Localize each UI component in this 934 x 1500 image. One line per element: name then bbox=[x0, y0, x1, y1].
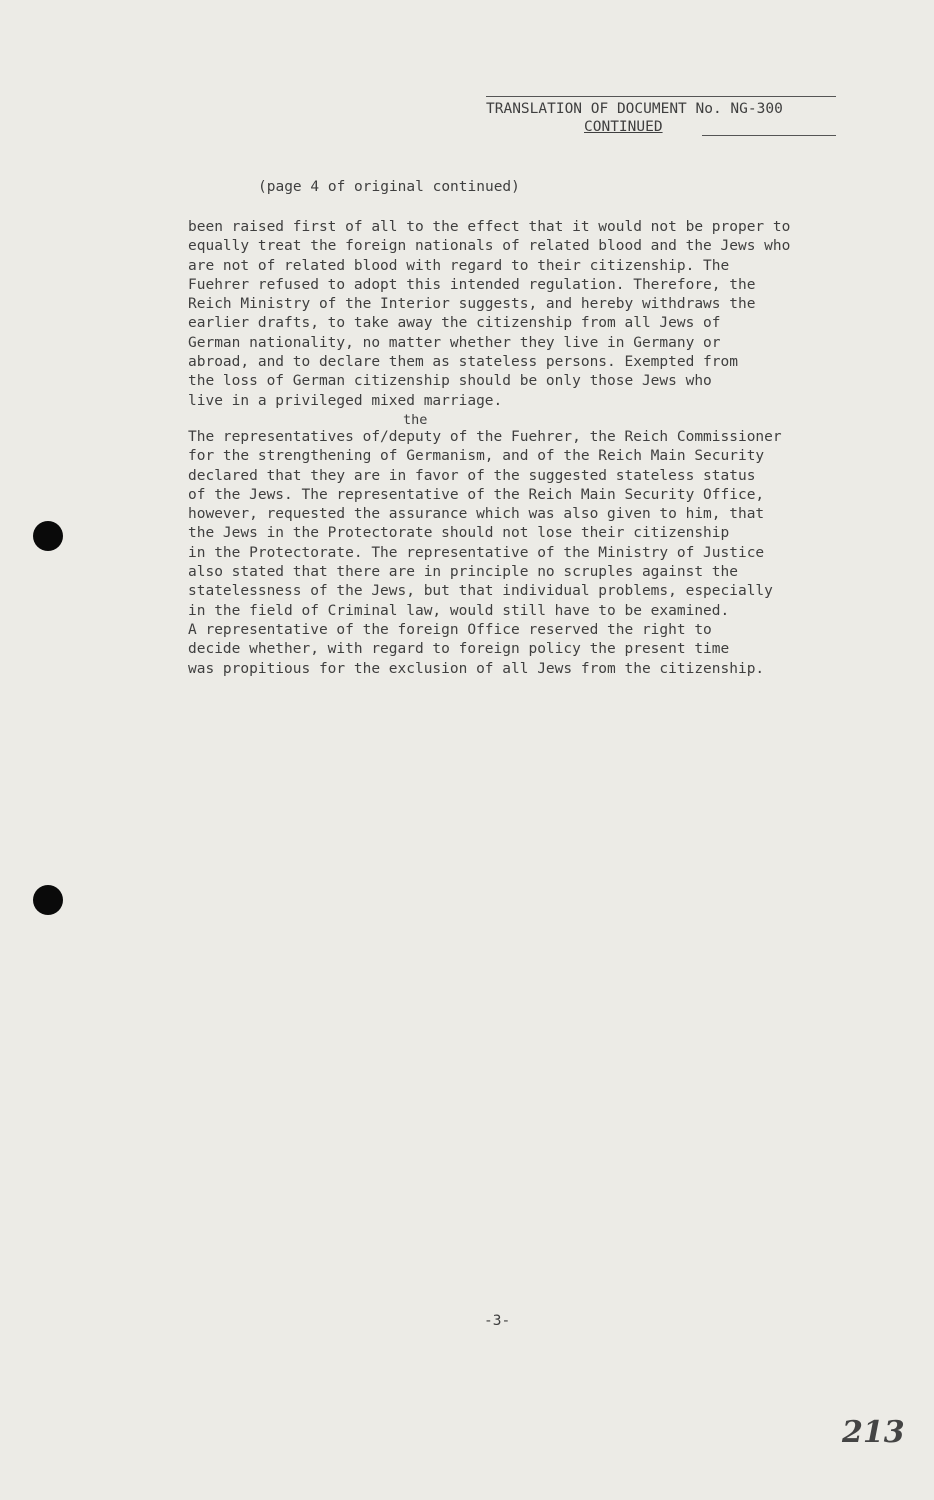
text-line: Reich Ministry of the Interior suggests, and hereby withdraws the bbox=[188, 296, 756, 313]
text-line: in the Protectorate. The representative of the Ministry of Justice bbox=[188, 544, 765, 561]
text-line: abroad, and to declare them as stateless persons. Exempted from bbox=[188, 354, 738, 371]
text-line: however, requested the assurance which was also given to him, that bbox=[188, 506, 765, 523]
text-line: decide whether, with regard to foreign policy the present time bbox=[188, 641, 730, 658]
punch-hole bbox=[33, 521, 63, 551]
text-line: earlier drafts, to take away the citizenship from all Jews of bbox=[188, 315, 721, 332]
header-underline-rule bbox=[702, 135, 836, 136]
handwritten-insertion: the bbox=[403, 412, 428, 428]
text-line: the Jews in the Protectorate should not lose their citizenship bbox=[188, 525, 730, 542]
text-line: was propitious for the exclusion of all Jews from the citizenship. bbox=[188, 660, 765, 677]
header-continued: CONTINUED bbox=[584, 119, 663, 135]
text-line: German nationality, no matter whether they live in Germany or bbox=[188, 334, 721, 351]
paragraph-1 bbox=[188, 218, 858, 411]
document-header bbox=[486, 96, 836, 138]
text-line: the loss of German citizenship should be only those Jews who bbox=[188, 373, 712, 390]
header-title: TRANSLATION OF DOCUMENT No. NG-300 bbox=[486, 101, 783, 117]
text-line: in the field of Criminal law, would still have to be examined. bbox=[188, 602, 730, 619]
text-line: are not of related blood with regard to their citizenship. The bbox=[188, 257, 730, 274]
text-line: also stated that there are in principle no scruples against the bbox=[188, 564, 738, 581]
text-line: of the Jews. The representative of the Reich Main Security Office, bbox=[188, 486, 765, 503]
text-line: statelessness of the Jews, but that individual problems, especially bbox=[188, 583, 773, 600]
handwritten-page-stamp: 213 bbox=[842, 1415, 905, 1450]
punch-hole bbox=[33, 885, 63, 915]
paragraph-2 bbox=[188, 428, 858, 679]
text-line: Fuehrer refused to adopt this intended regulation. Therefore, the bbox=[188, 276, 756, 293]
text-line: The representatives of/deputy of the Fuehrer, the Reich Commissioner bbox=[188, 429, 782, 445]
text-line: for the strengthening of Germanism, and of the Reich Main Security bbox=[188, 448, 765, 465]
text-line: live in a privileged mixed marriage. bbox=[188, 392, 503, 409]
text-line: declared that they are in favor of the suggested stateless status bbox=[188, 467, 756, 484]
text-line: A representative of the foreign Office reserved the right to bbox=[188, 621, 712, 638]
text-line: equally treat the foreign nationals of related blood and the Jews who bbox=[188, 238, 791, 255]
page-subtitle: (page 4 of original continued) bbox=[258, 179, 520, 195]
page-number: -3- bbox=[484, 1313, 511, 1329]
text-line: been raised first of all to the effect that it would not be proper to bbox=[188, 219, 791, 235]
